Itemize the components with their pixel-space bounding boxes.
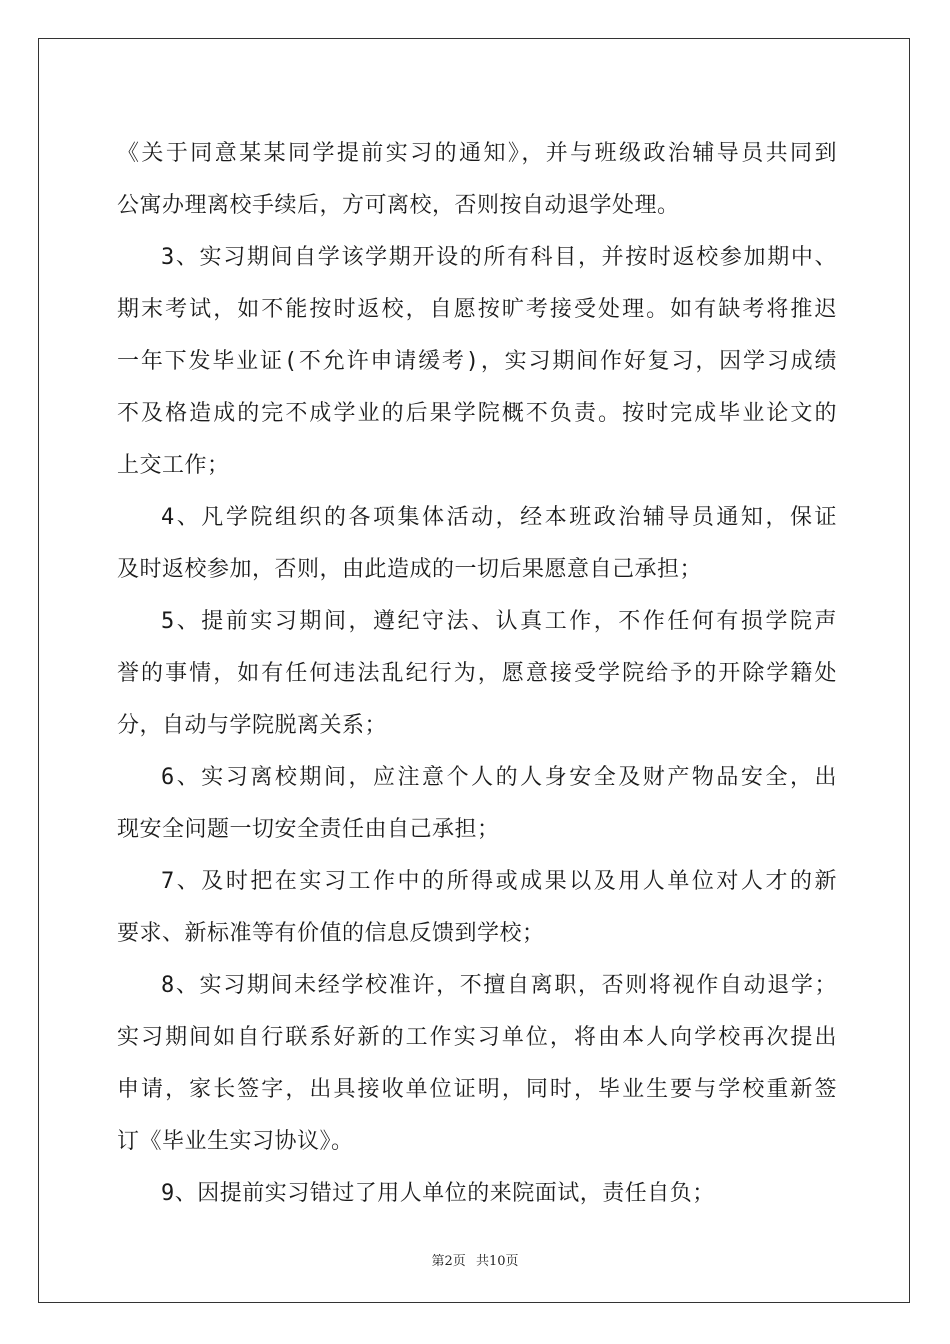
text-line: 上交工作； [117,453,230,478]
text-line: 誉的事情，如有任何违法乱纪行为，愿意接受学院给予的开除学籍处 [117,661,837,686]
document-body [117,128,837,1220]
page-footer [0,1250,950,1269]
paragraph-8-start: 8、实习期间未经学校准许，不擅自离职，否则将视作自动退学； [161,973,837,998]
text-line: 现安全问题一切安全责任由自己承担； [117,817,500,842]
paragraph-3-start: 3、实习期间自学该学期开设的所有科目，并按时返校参加期中、 [161,245,837,270]
text-line: 实习期间如自行联系好新的工作实习单位，将由本人向学校再次提出 [117,1025,837,1050]
text-line: 及时返校参加，否则，由此造成的一切后果愿意自己承担； [117,557,703,582]
text-line: 申请，家长签字，出具接收单位证明，同时，毕业生要与学校重新签 [117,1077,837,1102]
text-line: 分，自动与学院脱离关系； [117,713,388,738]
paragraph-4-start: 4、凡学院组织的各项集体活动，经本班政治辅导员通知，保证 [161,505,837,530]
page-number: 第2页 [431,1254,466,1269]
paragraph-5-start: 5、提前实习期间，遵纪守法、认真工作，不作任何有损学院声 [161,609,837,634]
text-line: 要求、新标准等有价值的信息反馈到学校； [117,921,545,946]
text-line: 期末考试，如不能按时返校，自愿按旷考接受处理。如有缺考将推迟 [117,297,837,322]
page-total: 共10页 [475,1254,519,1269]
paragraph-9-start: 9、因提前实习错过了用人单位的来院面试，责任自负； [161,1181,715,1206]
paragraph-7-start: 7、及时把在实习工作中的所得或成果以及用人单位对人才的新 [161,869,837,894]
text-line: 《关于同意某某同学提前实习的通知》，并与班级政治辅导员共同到 [117,141,837,166]
text-line: 一年下发毕业证(不允许申请缓考)，实习期间作好复习，因学习成绩 [117,349,837,374]
text-line: 订《毕业生实习协议》。 [117,1129,354,1154]
text-line: 不及格造成的完不成学业的后果学院概不负责。按时完成毕业论文的 [117,401,837,426]
text-line: 公寓办理离校手续后，方可离校，否则按自动退学处理。 [117,193,680,218]
paragraph-6-start: 6、实习离校期间，应注意个人的人身安全及财产物品安全，出 [161,765,837,790]
